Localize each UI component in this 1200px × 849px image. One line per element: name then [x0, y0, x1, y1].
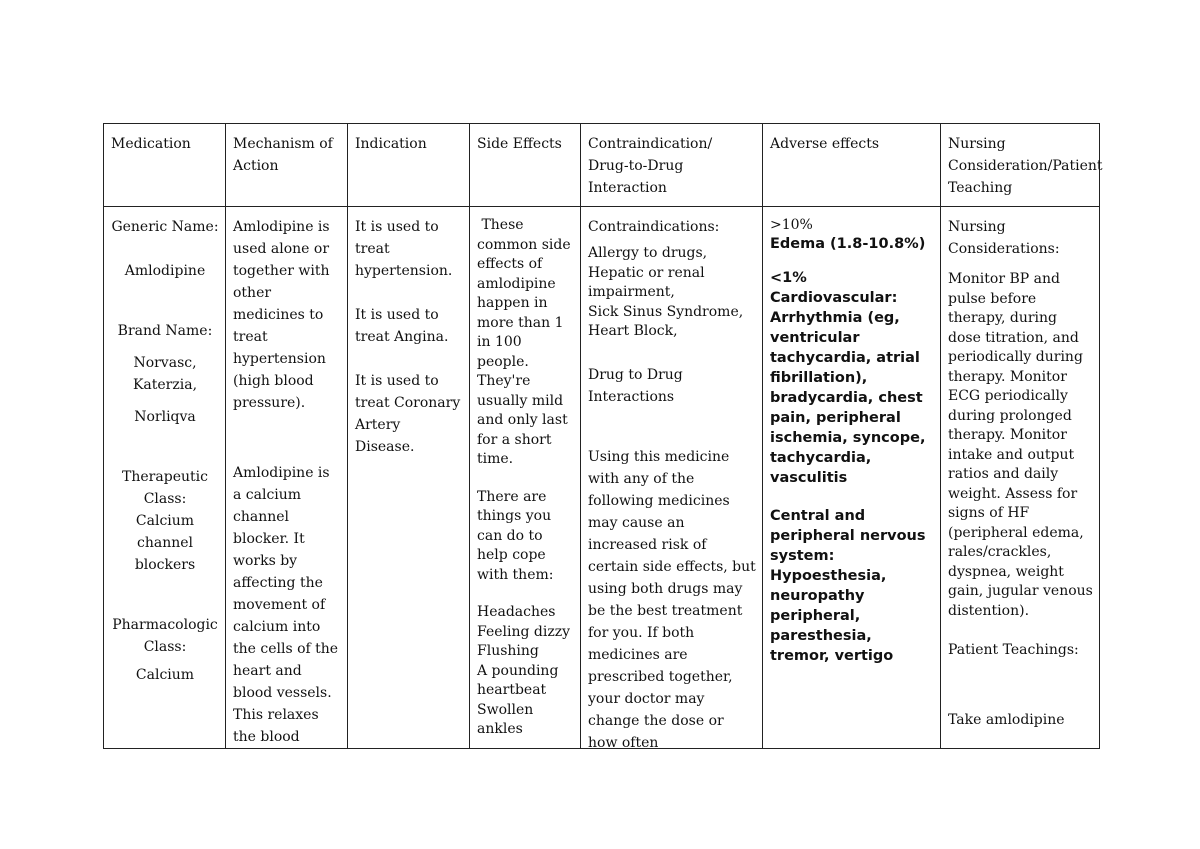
patient-teachings-text: Take amlodipine — [948, 712, 1065, 728]
generic-name-label: Generic Name: — [111, 219, 219, 235]
adverse-cardiovascular: Cardiovascular: Arrhythmia (eg, ventricular tachycardia, atrial fibrillation), bradycardia, chest pain, peripheral ischemia, syncope, tachycardia, vasculitis — [770, 290, 926, 486]
drug-interactions-title: Drug to Drug Interactions — [588, 366, 683, 405]
adverse-effects-cell — [763, 207, 941, 749]
contraindications-title: Contraindications: — [588, 219, 720, 235]
contraindication-item: Heart Block, — [588, 323, 678, 339]
nursing-considerations-title: Nursing Considerations: — [948, 219, 1060, 257]
drug-card-table — [103, 123, 1103, 751]
brand-name-2: Katerzia, — [132, 377, 198, 393]
brand-name-1: Norvasc, — [133, 355, 197, 371]
side-effect-item: Feeling dizzy — [477, 623, 571, 640]
brand-name-label: Brand Name: — [117, 323, 213, 339]
mechanism-cell — [226, 207, 348, 749]
pharmacologic-class-label: Pharmacologic Class: — [112, 617, 218, 655]
side-effect-item: A pounding heartbeat — [477, 662, 559, 698]
pharmacologic-class-value: Calcium — [135, 667, 195, 683]
mechanism-paragraph-1: Amlodipine is used alone or together with other medicines to treat hypertension (high blood pressure). — [233, 219, 330, 411]
header-mechanism: Mechanism of Action — [226, 124, 348, 207]
adverse-edema: Edema (1.8-10.8%) — [770, 236, 926, 252]
drug-interactions-text: Using this medicine with any of the following medicines may cause an increased risk of certain side effects, but using both drugs may be the best treatment for you. If both medicines are prescribed together, your doctor may change the dose or how often — [588, 448, 756, 751]
adverse-nervous-system: Central and peripheral nervous system: Hypoesthesia, neuropathy peripheral, paresthesia, tremor, vertigo — [770, 508, 926, 664]
side-effects-cope: There are things you can do to help cope with them: — [477, 488, 554, 583]
indication-item-1: It is used to treat hypertension. — [355, 219, 453, 279]
medication-cell — [104, 207, 226, 749]
generic-name-value: Amlodipine — [124, 263, 206, 279]
side-effect-item: Headaches — [477, 604, 556, 620]
nursing-considerations-text: Monitor BP and pulse before therapy, during dose titration, and periodically during therapy. Monitor ECG periodically during prolonged therapy. Monitor intake and output ratios and daily weight. Assess for signs of HF (peripheral edema, rales/crackles, dyspnea, weight gain, jugular venous distention). — [948, 271, 1093, 619]
contraindication-cell — [581, 207, 763, 749]
table-header-row — [104, 124, 1100, 207]
side-effects-cell — [470, 207, 581, 749]
side-effects-intro: These common side effects of amlodipine happen in more than 1 in 100 people. They're usually mild and only last for a short time. — [477, 217, 576, 467]
adverse-lt1-label: <1% — [770, 270, 807, 286]
contraindication-item: Hepatic or renal impairment, — [588, 264, 705, 300]
brand-name-3: Norliqva — [134, 409, 196, 425]
header-indication: Indication — [348, 124, 470, 207]
header-side-effects: Side Effects — [470, 124, 581, 207]
indication-item-3: It is used to treat Coronary Artery Disease. — [355, 373, 461, 455]
indication-cell — [348, 207, 470, 749]
nursing-cell — [941, 207, 1100, 749]
indication-item-2: It is used to treat Angina. — [355, 307, 449, 345]
side-effect-item: Swollen ankles — [477, 701, 534, 737]
contraindication-item: Sick Sinus Syndrome, — [588, 303, 744, 320]
side-effect-item: Flushing — [477, 643, 539, 659]
adverse-gt10-label: >10% — [770, 217, 813, 233]
therapeutic-class-value: Calcium channel blockers — [134, 513, 196, 573]
mechanism-paragraph-2: Amlodipine is a calcium channel blocker. It works by affecting the movement of calcium into the cells of the heart and blood vessels. This relaxes the blood — [233, 465, 339, 745]
header-contraindication: Contraindication/ Drug-to-Drug Interaction — [581, 124, 763, 207]
table-body-row — [104, 207, 1100, 749]
therapeutic-class-label: Therapeutic Class: — [122, 469, 208, 507]
header-adverse-effects: Adverse effects — [763, 124, 941, 207]
header-nursing: Nursing Consideration/Patient Teaching — [941, 124, 1100, 207]
contraindication-item: Allergy to drugs, — [588, 245, 708, 261]
patient-teachings-title: Patient Teachings: — [948, 642, 1079, 658]
header-medication: Medication — [104, 124, 226, 207]
